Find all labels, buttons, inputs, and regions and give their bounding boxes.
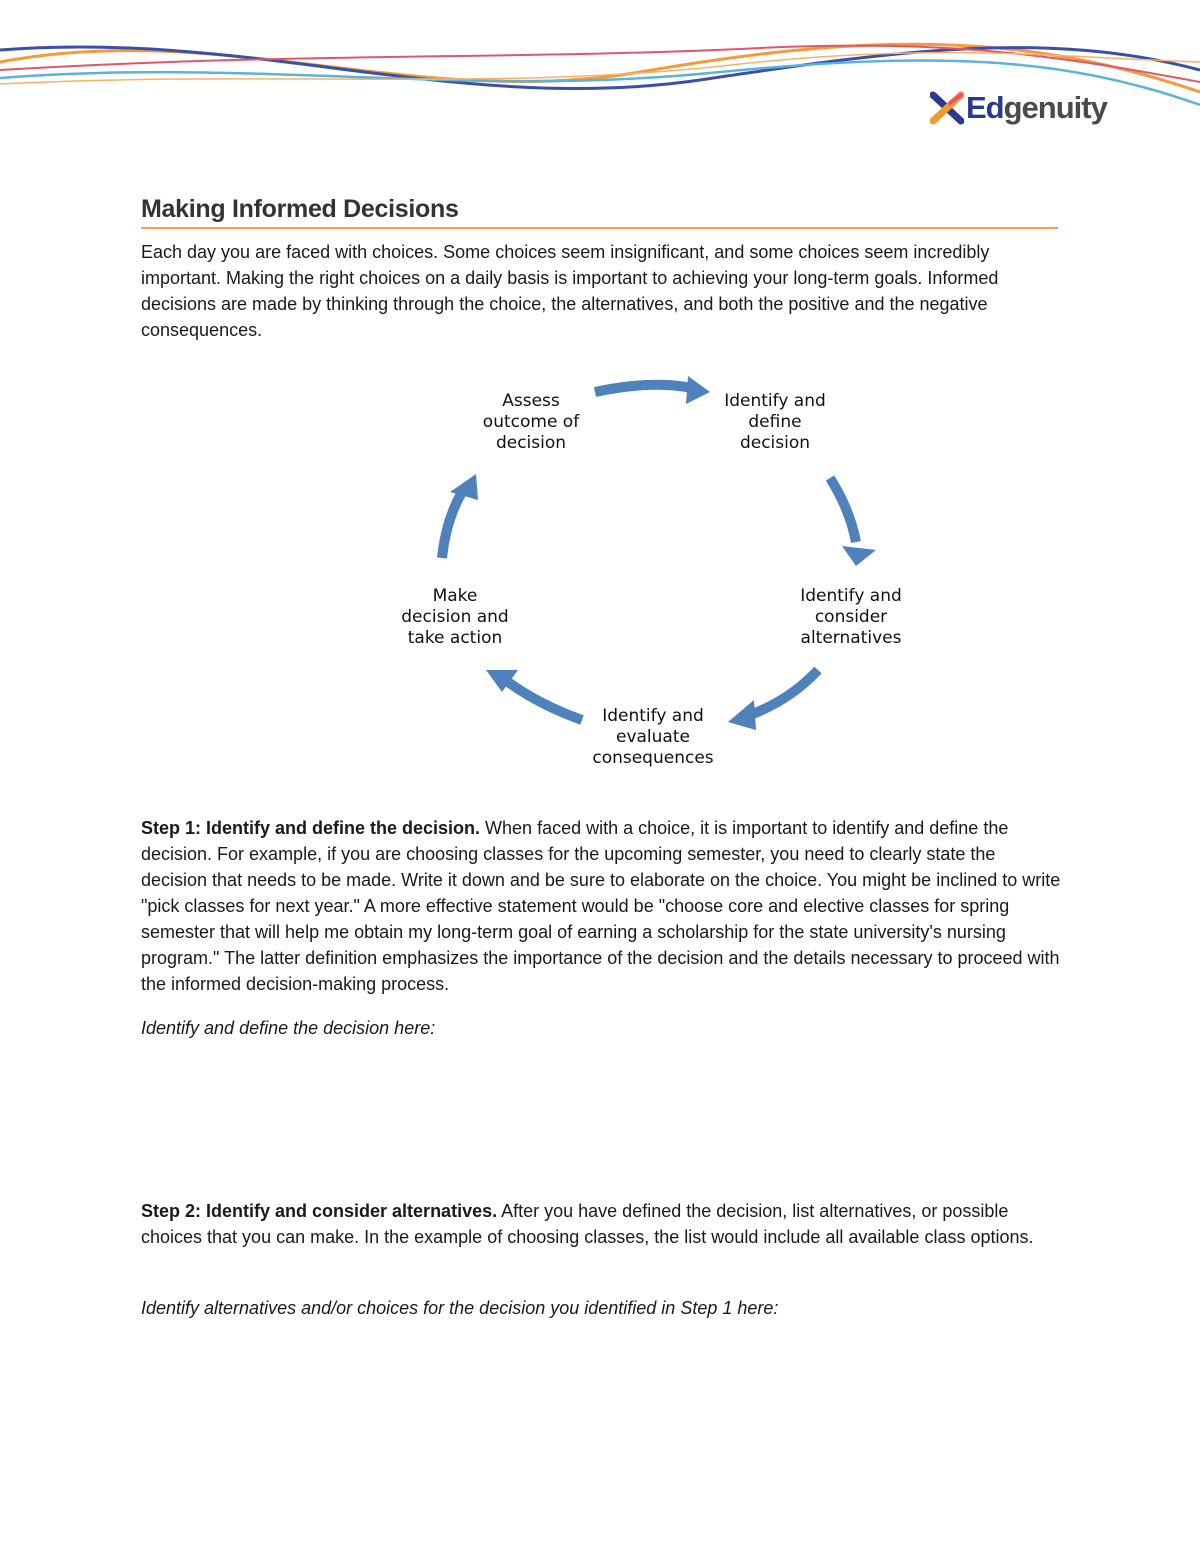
arrow-right-upper bbox=[830, 478, 856, 542]
cycle-step-2-line-3: alternatives bbox=[800, 628, 902, 648]
step1-paragraph bbox=[141, 815, 1061, 997]
step1-body: When faced with a choice, it is important to identify and define the decision. For example, if you are choosing classes for the upcoming semester, you need to clearly state the decision that needs to be made. Write it down and be sure to elaborate on the choice. You might be inclined to write "pick classes for next year." A more effective statement would be "choose core and elective classes for spring semester that will help me obtain my long-term goal of earning a scholarship for the state university's nursing program." The latter definition emphasizes the importance of the decision and the details necessary to proceed with the informed decision-making process. bbox=[141, 818, 1061, 994]
edgenuity-x-icon bbox=[930, 91, 964, 125]
arrow-right-lower-head bbox=[728, 700, 756, 730]
arrow-top-head bbox=[686, 376, 710, 404]
step2-answer-area[interactable] bbox=[141, 1330, 1061, 1510]
step2-prompt: Identify alternatives and/or choices for the decision you identified in Step 1 here: bbox=[141, 1298, 779, 1318]
cycle-step-1-line-3: decision bbox=[739, 433, 811, 453]
cycle-step-2 bbox=[800, 586, 902, 648]
cycle-step-2-line-2: consider bbox=[814, 607, 888, 627]
intro-paragraph: Each day you are faced with choices. Some choices seem insignificant, and some choices seem incredibly important. Making the right choices on a daily basis is important to achieving your long-term goals. Informed decisions are made by thinking through the choice, the alternatives, and both the positive and the negative consequences. bbox=[141, 242, 999, 340]
arrow-left bbox=[442, 492, 462, 558]
cycle-step-3-line-2: evaluate bbox=[616, 727, 690, 747]
arrow-bottom-left bbox=[508, 682, 582, 720]
arrow-right-lower bbox=[750, 670, 818, 715]
cycle-step-5-line-2: outcome of bbox=[482, 412, 580, 432]
brand-name bbox=[966, 90, 1107, 126]
arrow-top bbox=[595, 385, 692, 392]
arrow-right-upper-head bbox=[842, 546, 876, 566]
cycle-step-5-line-3: decision bbox=[495, 433, 567, 453]
step1-heading: Step 1: Identify and define the decision. bbox=[141, 818, 481, 838]
cycle-step-1-line-2: define bbox=[748, 412, 802, 432]
step1-answer-area[interactable] bbox=[141, 1050, 1061, 1180]
edgenuity-logo bbox=[930, 86, 1107, 130]
brand-suffix: genuity bbox=[1003, 90, 1107, 125]
step2-heading: Step 2: Identify and consider alternatives. bbox=[141, 1201, 498, 1221]
cycle-step-5-line-1: Assess bbox=[502, 391, 560, 411]
step2-body: After you have defined the decision, list alternatives, or possible choices that you can make. In the example of choosing classes, the list would include all available class options. bbox=[141, 1201, 1034, 1247]
cycle-step-3 bbox=[592, 706, 713, 768]
step1-prompt: Identify and define the decision here: bbox=[141, 1018, 436, 1038]
cycle-step-5 bbox=[483, 391, 580, 453]
step2-paragraph bbox=[141, 1198, 1061, 1250]
cycle-step-4 bbox=[401, 586, 508, 648]
cycle-step-3-line-1: Identify and bbox=[602, 706, 704, 726]
cycle-step-1 bbox=[724, 391, 826, 453]
cycle-step-4-line-3: take action bbox=[407, 628, 503, 648]
brand-prefix: Ed bbox=[966, 90, 1004, 125]
cycle-step-2-line-1: Identify and bbox=[800, 586, 902, 606]
decision-cycle-diagram bbox=[380, 370, 940, 780]
page-title: Making Informed Decisions bbox=[141, 195, 1058, 229]
cycle-step-1-line-1: Identify and bbox=[724, 391, 826, 411]
cycle-step-4-line-1: Make bbox=[432, 586, 478, 606]
cycle-step-3-line-3: consequences bbox=[592, 748, 714, 768]
cycle-step-4-line-2: decision and bbox=[401, 607, 509, 627]
